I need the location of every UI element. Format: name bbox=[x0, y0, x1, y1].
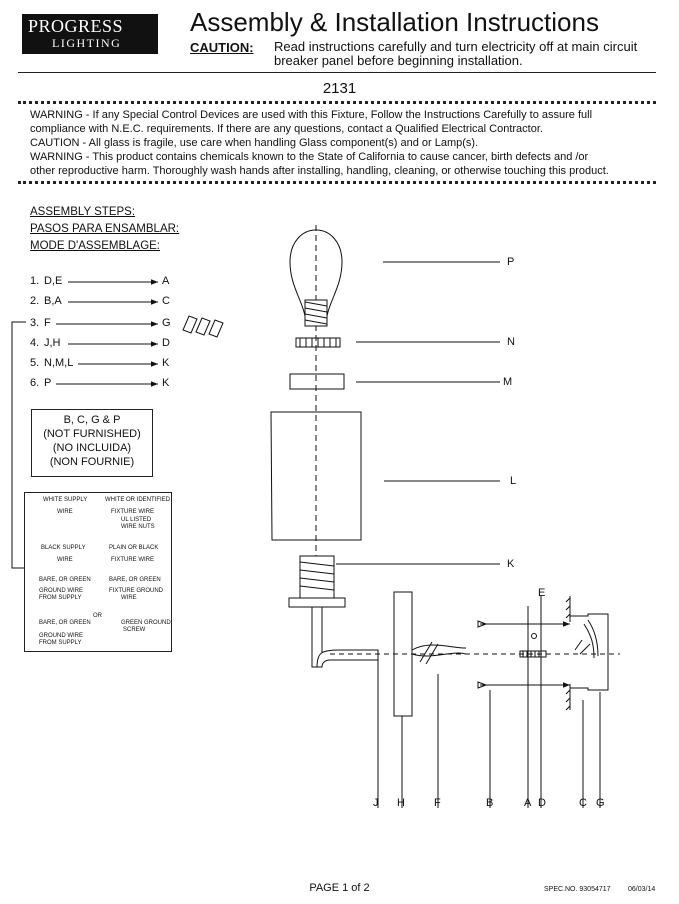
caution-text: Read instructions carefully and turn electricity off at main circuit breaker panel before beginning installation. bbox=[274, 39, 638, 68]
step-parts: N,M,L bbox=[44, 357, 74, 369]
wiring-label: WHITE OR IDENTIFIED bbox=[105, 497, 170, 503]
wire-F bbox=[412, 645, 466, 650]
step-number: 2. bbox=[30, 295, 40, 307]
step-result: K bbox=[162, 377, 170, 389]
part-label-H: H bbox=[397, 797, 405, 809]
not-furnished-fr: (NON FOURNIE) bbox=[49, 456, 135, 468]
steps-header-fr: MODE D'ASSEMBLAGE: bbox=[30, 240, 161, 252]
ground-screw-E bbox=[532, 634, 537, 639]
step-number: 4. bbox=[30, 337, 40, 349]
step-number: 1. bbox=[30, 275, 40, 287]
part-label-E: E bbox=[538, 587, 546, 599]
logo-line2: LIGHTING bbox=[52, 36, 122, 50]
step-result: C bbox=[162, 295, 170, 307]
steps-header-es: PASOS PARA ENSAMBLAR: bbox=[30, 223, 180, 235]
wiring-label: BARE, OR GREEN bbox=[39, 577, 91, 583]
part-label-A: A bbox=[524, 797, 532, 809]
model-number: 2131 bbox=[322, 80, 357, 97]
page-title: Assembly & Installation Instructions bbox=[190, 7, 599, 37]
wiring-label: BLACK SUPPLY bbox=[41, 545, 86, 551]
warning-line: CAUTION - All glass is fragile, use care when handling Glass component(s) and or Lamp(s). bbox=[30, 137, 479, 149]
step-result: D bbox=[162, 337, 170, 349]
steps-header-en: ASSEMBLY STEPS: bbox=[30, 206, 136, 218]
wiring-label: FROM SUPPLY bbox=[39, 640, 82, 646]
warning-line: WARNING - This product contains chemicals known to the State of California to cause cancer, birth defects and /or bbox=[30, 151, 589, 163]
wire-nuts-icon bbox=[183, 316, 223, 337]
not-furnished-parts: B, C, G & P bbox=[63, 414, 121, 426]
step-number: 6. bbox=[30, 377, 40, 389]
part-label-J: J bbox=[373, 797, 379, 809]
document-date: 06/03/14 bbox=[628, 886, 656, 893]
wiring-label: SCREW bbox=[123, 627, 146, 633]
part-label-C: C bbox=[579, 797, 587, 809]
step-parts: J,H bbox=[44, 337, 61, 349]
step-parts: D,E bbox=[44, 275, 63, 287]
part-label-B: B bbox=[486, 797, 494, 809]
warning-line: other reproductive harm. Thoroughly wash hands after installing, handling, cleaning, or otherwise touching this product. bbox=[30, 165, 609, 177]
wiring-label: WHITE SUPPLY bbox=[43, 497, 88, 503]
step-parts: F bbox=[44, 317, 51, 329]
wiring-label: FIXTURE WIRE bbox=[111, 557, 154, 563]
wiring-label: FROM SUPPLY bbox=[39, 595, 82, 601]
part-label-D: D bbox=[538, 797, 546, 809]
step-number: 3. bbox=[30, 317, 40, 329]
wiring-label: BARE, OR GREEN bbox=[39, 620, 91, 626]
wiring-label: FIXTURE WIRE bbox=[111, 509, 154, 515]
part-label-P: P bbox=[507, 256, 515, 268]
part-label-F: F bbox=[434, 797, 441, 809]
ring-M bbox=[290, 374, 344, 389]
step-number: 5. bbox=[30, 357, 40, 369]
wiring-label: UL LISTED bbox=[121, 517, 152, 523]
wiring-label: WIRE bbox=[57, 509, 73, 515]
wiring-label: GROUND WIRE bbox=[39, 588, 83, 594]
warning-line: WARNING - If any Special Control Devices are used with this Fixture, Follow the Instructions Carefully to assure full bbox=[30, 109, 593, 121]
warning-line: compliance with N.E.C. requirements. If there are any questions, contact a Qualified Electrical Contractor. bbox=[30, 123, 543, 135]
step-result: G bbox=[162, 317, 171, 329]
wiring-bracket bbox=[12, 322, 26, 568]
page-number: PAGE 1 of 2 bbox=[309, 882, 370, 894]
wiring-label: WIRE bbox=[121, 595, 137, 601]
step-result: A bbox=[162, 275, 170, 287]
step-parts: P bbox=[44, 377, 52, 389]
part-label-N: N bbox=[507, 336, 515, 348]
wiring-label: GREEN GROUND bbox=[121, 620, 171, 626]
spec-number: SPEC.NO. 93054717 bbox=[544, 886, 611, 893]
wiring-label: BARE, OR GREEN bbox=[109, 577, 161, 583]
wiring-label: WIRE NUTS bbox=[121, 524, 155, 530]
not-furnished-es: (NO INCLUIDA) bbox=[52, 442, 132, 454]
wiring-label: PLAIN OR BLACK bbox=[109, 545, 159, 551]
logo-line1: PROGRESS bbox=[28, 16, 124, 36]
part-label-M: M bbox=[503, 376, 513, 388]
step-parts: B,A bbox=[44, 295, 62, 307]
wiring-label: FIXTURE GROUND bbox=[109, 588, 163, 594]
wiring-label: GROUND WIRE bbox=[39, 633, 83, 639]
step-result: K bbox=[162, 357, 170, 369]
outlet-box-C bbox=[570, 614, 608, 690]
wiring-label: WIRE bbox=[57, 557, 73, 563]
part-label-K: K bbox=[507, 558, 515, 570]
part-label-G: G bbox=[596, 797, 605, 809]
caution-label: CAUTION: bbox=[190, 40, 254, 55]
not-furnished-en: (NOT FURNISHED) bbox=[43, 428, 141, 440]
wiring-label: OR bbox=[93, 613, 102, 619]
part-label-L: L bbox=[510, 475, 517, 487]
